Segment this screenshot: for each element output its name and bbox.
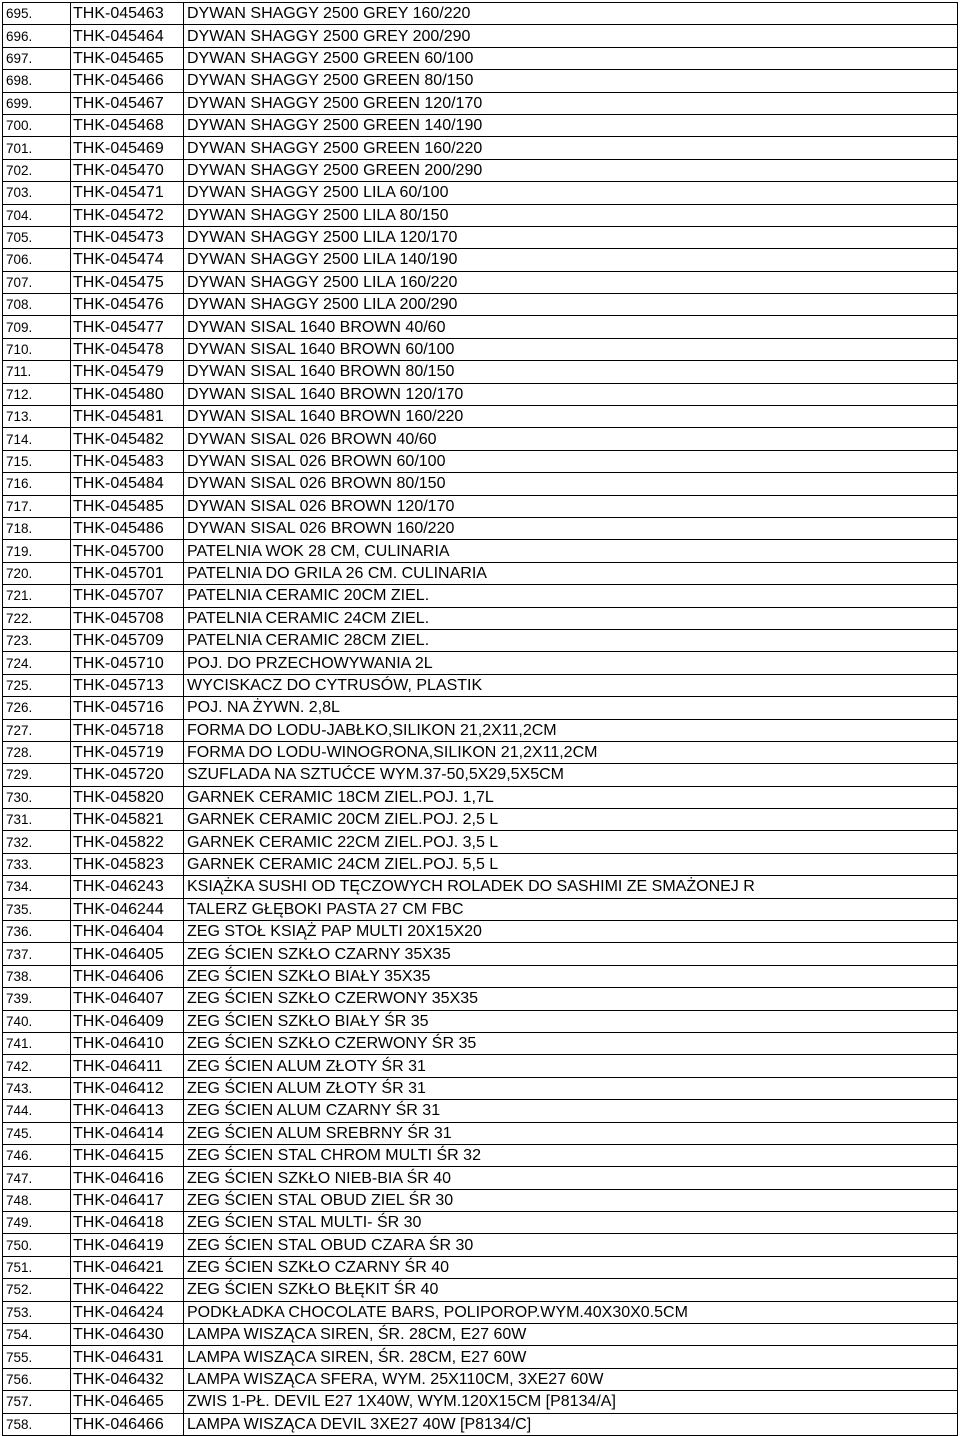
product-code: THK-046404 [71,921,184,943]
product-code: THK-046422 [71,1279,184,1301]
table-row [3,674,958,696]
product-code: THK-046466 [71,1413,184,1435]
product-code: THK-046430 [71,1324,184,1346]
product-code: THK-046416 [71,1167,184,1189]
row-number: 698. [3,70,71,92]
row-number: 723. [3,629,71,651]
table-row [3,383,958,405]
row-number: 758. [3,1413,71,1435]
product-description: POJ. NA ŻYWN. 2,8L [184,697,958,719]
product-code: THK-045468 [71,114,184,136]
table-row [3,1391,958,1413]
product-code: THK-045486 [71,517,184,539]
product-code: THK-045718 [71,719,184,741]
product-code: THK-045479 [71,361,184,383]
product-code: THK-045481 [71,406,184,428]
product-description: GARNEK CERAMIC 22CM ZIEL.POJ. 3,5 L [184,831,958,853]
table-row [3,1256,958,1278]
product-code: THK-045474 [71,249,184,271]
row-number: 720. [3,562,71,584]
row-number: 707. [3,271,71,293]
product-code: THK-045484 [71,473,184,495]
row-number: 719. [3,540,71,562]
table-row [3,562,958,584]
table-row [3,1413,958,1435]
product-code: THK-045464 [71,25,184,47]
table-row [3,540,958,562]
product-code: THK-045476 [71,294,184,316]
product-description: ZEG ŚCIEN ALUM ZŁOTY ŚR 31 [184,1055,958,1077]
product-code: THK-046411 [71,1055,184,1077]
row-number: 754. [3,1324,71,1346]
row-number: 736. [3,921,71,943]
product-code: THK-046419 [71,1234,184,1256]
product-description: ZEG ŚCIEN SZKŁO BIAŁY 35X35 [184,965,958,987]
product-code: THK-046406 [71,965,184,987]
product-description: DYWAN SISAL 026 BROWN 40/60 [184,428,958,450]
table-row [3,764,958,786]
table-row [3,1279,958,1301]
product-table-body [3,3,958,1436]
row-number: 705. [3,226,71,248]
row-number: 726. [3,697,71,719]
product-description: TALERZ GŁĘBOKI PASTA 27 CM FBC [184,898,958,920]
row-number: 730. [3,786,71,808]
product-code: THK-045478 [71,338,184,360]
product-description: LAMPA WISZĄCA DEVIL 3XE27 40W [P8134/C] [184,1413,958,1435]
product-code: THK-046244 [71,898,184,920]
table-row [3,786,958,808]
product-code: THK-046409 [71,1010,184,1032]
row-number: 722. [3,607,71,629]
product-code: THK-046412 [71,1077,184,1099]
row-number: 739. [3,988,71,1010]
table-row [3,517,958,539]
row-number: 752. [3,1279,71,1301]
product-code: THK-045477 [71,316,184,338]
row-number: 747. [3,1167,71,1189]
product-code: THK-045708 [71,607,184,629]
row-number: 740. [3,1010,71,1032]
table-row [3,965,958,987]
product-code: THK-045467 [71,92,184,114]
product-description: DYWAN SHAGGY 2500 GREY 160/220 [184,3,958,25]
table-row [3,271,958,293]
product-description: ZEG ŚCIEN SZKŁO CZERWONY 35X35 [184,988,958,1010]
table-row [3,1032,958,1054]
row-number: 717. [3,495,71,517]
row-number: 715. [3,450,71,472]
product-code: THK-046410 [71,1032,184,1054]
row-number: 742. [3,1055,71,1077]
table-row [3,1167,958,1189]
product-description: PATELNIA CERAMIC 20CM ZIEL. [184,585,958,607]
row-number: 743. [3,1077,71,1099]
product-description: DYWAN SISAL 026 BROWN 60/100 [184,450,958,472]
product-code: THK-045463 [71,3,184,25]
product-code: THK-045471 [71,182,184,204]
row-number: 757. [3,1391,71,1413]
product-description: GARNEK CERAMIC 18CM ZIEL.POJ. 1,7L [184,786,958,808]
product-code: THK-046407 [71,988,184,1010]
product-description: LAMPA WISZĄCA SIREN, ŚR. 28CM, E27 60W [184,1346,958,1368]
row-number: 749. [3,1212,71,1234]
product-description: ZEG ŚCIEN SZKŁO CZARNY ŚR 40 [184,1256,958,1278]
product-description: PATELNIA CERAMIC 28CM ZIEL. [184,629,958,651]
table-row [3,47,958,69]
product-code: THK-045475 [71,271,184,293]
product-code: THK-045719 [71,741,184,763]
row-number: 735. [3,898,71,920]
product-description: ZEG ŚCIEN SZKŁO CZERWONY ŚR 35 [184,1032,958,1054]
product-description: GARNEK CERAMIC 24CM ZIEL.POJ. 5,5 L [184,853,958,875]
table-row [3,1122,958,1144]
product-description: WYCISKACZ DO CYTRUSÓW, PLASTIK [184,674,958,696]
row-number: 695. [3,3,71,25]
product-description: DYWAN SHAGGY 2500 GREEN 80/150 [184,70,958,92]
product-code: THK-045709 [71,629,184,651]
table-row [3,114,958,136]
product-description: DYWAN SISAL 026 BROWN 160/220 [184,517,958,539]
row-number: 733. [3,853,71,875]
row-number: 697. [3,47,71,69]
row-number: 755. [3,1346,71,1368]
product-description: DYWAN SHAGGY 2500 GREEN 120/170 [184,92,958,114]
table-row [3,294,958,316]
product-code: THK-046465 [71,1391,184,1413]
product-code: THK-045821 [71,809,184,831]
product-description: ZEG ŚCIEN SZKŁO NIEB-BIA ŚR 40 [184,1167,958,1189]
product-code: THK-046431 [71,1346,184,1368]
row-number: 703. [3,182,71,204]
row-number: 753. [3,1301,71,1323]
table-row [3,585,958,607]
product-description: PATELNIA DO GRILA 26 CM. CULINARIA [184,562,958,584]
row-number: 744. [3,1100,71,1122]
row-number: 704. [3,204,71,226]
product-description: FORMA DO LODU-WINOGRONA,SILIKON 21,2X11,2CM [184,741,958,763]
table-row [3,1212,958,1234]
table-row [3,652,958,674]
product-description: PATELNIA WOK 28 CM, CULINARIA [184,540,958,562]
row-number: 748. [3,1189,71,1211]
table-row [3,1346,958,1368]
table-row [3,876,958,898]
table-row [3,159,958,181]
product-description: DYWAN SHAGGY 2500 LILA 120/170 [184,226,958,248]
product-description: DYWAN SISAL 1640 BROWN 120/170 [184,383,958,405]
product-code: THK-046424 [71,1301,184,1323]
row-number: 738. [3,965,71,987]
product-description: DYWAN SHAGGY 2500 GREEN 160/220 [184,137,958,159]
product-code: THK-046421 [71,1256,184,1278]
table-row [3,629,958,651]
product-description: DYWAN SISAL 1640 BROWN 40/60 [184,316,958,338]
table-row [3,204,958,226]
product-description: ZEG ŚCIEN ALUM ZŁOTY ŚR 31 [184,1077,958,1099]
table-row [3,719,958,741]
table-row [3,3,958,25]
product-code: THK-046243 [71,876,184,898]
table-row [3,25,958,47]
product-description: DYWAN SHAGGY 2500 LILA 80/150 [184,204,958,226]
product-code: THK-045473 [71,226,184,248]
product-description: ZEG ŚCIEN SZKŁO BŁĘKIT ŚR 40 [184,1279,958,1301]
row-number: 731. [3,809,71,831]
product-code: THK-045472 [71,204,184,226]
row-number: 708. [3,294,71,316]
product-description: DYWAN SHAGGY 2500 GREEN 60/100 [184,47,958,69]
table-row [3,70,958,92]
product-description: DYWAN SISAL 1640 BROWN 80/150 [184,361,958,383]
table-row [3,1100,958,1122]
row-number: 756. [3,1368,71,1390]
product-description: ZEG ŚCIEN STAL OBUD CZARA ŚR 30 [184,1234,958,1256]
product-code: THK-046415 [71,1144,184,1166]
product-description: ZWIS 1-PŁ. DEVIL E27 1X40W, WYM.120X15CM [P8134/A] [184,1391,958,1413]
row-number: 709. [3,316,71,338]
table-row [3,450,958,472]
product-description: DYWAN SISAL 026 BROWN 80/150 [184,473,958,495]
product-code: THK-045716 [71,697,184,719]
table-row [3,226,958,248]
product-description: ZEG STOŁ KSIĄŻ PAP MULTI 20X15X20 [184,921,958,943]
product-description: DYWAN SHAGGY 2500 LILA 160/220 [184,271,958,293]
row-number: 716. [3,473,71,495]
row-number: 751. [3,1256,71,1278]
row-number: 737. [3,943,71,965]
product-code: THK-045822 [71,831,184,853]
row-number: 721. [3,585,71,607]
table-row [3,1234,958,1256]
product-code: THK-046417 [71,1189,184,1211]
table-row [3,338,958,360]
row-number: 734. [3,876,71,898]
row-number: 741. [3,1032,71,1054]
product-description: DYWAN SHAGGY 2500 LILA 140/190 [184,249,958,271]
product-description: DYWAN SHAGGY 2500 GREEN 140/190 [184,114,958,136]
table-row [3,495,958,517]
row-number: 727. [3,719,71,741]
product-description: SZUFLADA NA SZTUĆCE WYM.37-50,5X29,5X5CM [184,764,958,786]
product-code: THK-045485 [71,495,184,517]
row-number: 696. [3,25,71,47]
row-number: 706. [3,249,71,271]
table-row [3,1077,958,1099]
table-row [3,853,958,875]
table-row [3,182,958,204]
row-number: 718. [3,517,71,539]
product-description: ZEG ŚCIEN STAL OBUD ZIEL ŚR 30 [184,1189,958,1211]
table-row [3,1055,958,1077]
row-number: 714. [3,428,71,450]
product-code: THK-045713 [71,674,184,696]
product-code: THK-045483 [71,450,184,472]
product-code: THK-045707 [71,585,184,607]
table-row [3,316,958,338]
product-code: THK-045480 [71,383,184,405]
product-description: KSIĄŻKA SUSHI OD TĘCZOWYCH ROLADEK DO SASHIMI ZE SMAŻONEJ R [184,876,958,898]
row-number: 725. [3,674,71,696]
table-row [3,473,958,495]
product-description: DYWAN SHAGGY 2500 LILA 200/290 [184,294,958,316]
table-row [3,428,958,450]
product-code: THK-045701 [71,562,184,584]
table-row [3,92,958,114]
table-row [3,809,958,831]
table-row [3,249,958,271]
product-code: THK-045823 [71,853,184,875]
row-number: 700. [3,114,71,136]
table-row [3,831,958,853]
product-code: THK-046432 [71,1368,184,1390]
row-number: 699. [3,92,71,114]
row-number: 710. [3,338,71,360]
row-number: 746. [3,1144,71,1166]
product-code: THK-045482 [71,428,184,450]
product-table [2,2,958,1436]
product-code: THK-045820 [71,786,184,808]
product-description: ZEG ŚCIEN STAL CHROM MULTI ŚR 32 [184,1144,958,1166]
product-description: ZEG ŚCIEN SZKŁO BIAŁY ŚR 35 [184,1010,958,1032]
product-description: ZEG ŚCIEN ALUM CZARNY ŚR 31 [184,1100,958,1122]
table-row [3,361,958,383]
product-description: DYWAN SHAGGY 2500 GREEN 200/290 [184,159,958,181]
product-code: THK-045700 [71,540,184,562]
table-row [3,1301,958,1323]
table-row [3,697,958,719]
product-code: THK-046413 [71,1100,184,1122]
product-code: THK-045710 [71,652,184,674]
table-row [3,1324,958,1346]
table-row [3,921,958,943]
table-row [3,1144,958,1166]
product-code: THK-046405 [71,943,184,965]
product-description: DYWAN SISAL 1640 BROWN 160/220 [184,406,958,428]
row-number: 711. [3,361,71,383]
row-number: 713. [3,406,71,428]
row-number: 701. [3,137,71,159]
product-description: LAMPA WISZĄCA SFERA, WYM. 25X110CM, 3XE27 60W [184,1368,958,1390]
table-row [3,741,958,763]
row-number: 729. [3,764,71,786]
product-description: DYWAN SISAL 026 BROWN 120/170 [184,495,958,517]
table-row [3,1189,958,1211]
product-description: PATELNIA CERAMIC 24CM ZIEL. [184,607,958,629]
product-code: THK-046414 [71,1122,184,1144]
product-description: GARNEK CERAMIC 20CM ZIEL.POJ. 2,5 L [184,809,958,831]
product-code: THK-045720 [71,764,184,786]
product-description: DYWAN SHAGGY 2500 LILA 60/100 [184,182,958,204]
product-description: ZEG ŚCIEN ALUM SREBRNY ŚR 31 [184,1122,958,1144]
product-description: ZEG ŚCIEN STAL MULTI- ŚR 30 [184,1212,958,1234]
table-row [3,607,958,629]
product-code: THK-045469 [71,137,184,159]
product-description: POJ. DO PRZECHOWYWANIA 2L [184,652,958,674]
product-description: DYWAN SISAL 1640 BROWN 60/100 [184,338,958,360]
row-number: 745. [3,1122,71,1144]
product-code: THK-045465 [71,47,184,69]
product-description: ZEG ŚCIEN SZKŁO CZARNY 35X35 [184,943,958,965]
row-number: 750. [3,1234,71,1256]
product-description: FORMA DO LODU-JABŁKO,SILIKON 21,2X11,2CM [184,719,958,741]
table-row [3,988,958,1010]
product-code: THK-046418 [71,1212,184,1234]
table-row [3,406,958,428]
table-row [3,943,958,965]
product-code: THK-045466 [71,70,184,92]
product-list-page [2,2,958,1436]
row-number: 728. [3,741,71,763]
table-row [3,898,958,920]
product-code: THK-045470 [71,159,184,181]
product-description: LAMPA WISZĄCA SIREN, ŚR. 28CM, E27 60W [184,1324,958,1346]
table-row [3,1010,958,1032]
row-number: 724. [3,652,71,674]
row-number: 712. [3,383,71,405]
row-number: 732. [3,831,71,853]
table-row [3,137,958,159]
table-row [3,1368,958,1390]
row-number: 702. [3,159,71,181]
product-description: PODKŁADKA CHOCOLATE BARS, POLIPOROP.WYM.40X30X0.5CM [184,1301,958,1323]
product-description: DYWAN SHAGGY 2500 GREY 200/290 [184,25,958,47]
